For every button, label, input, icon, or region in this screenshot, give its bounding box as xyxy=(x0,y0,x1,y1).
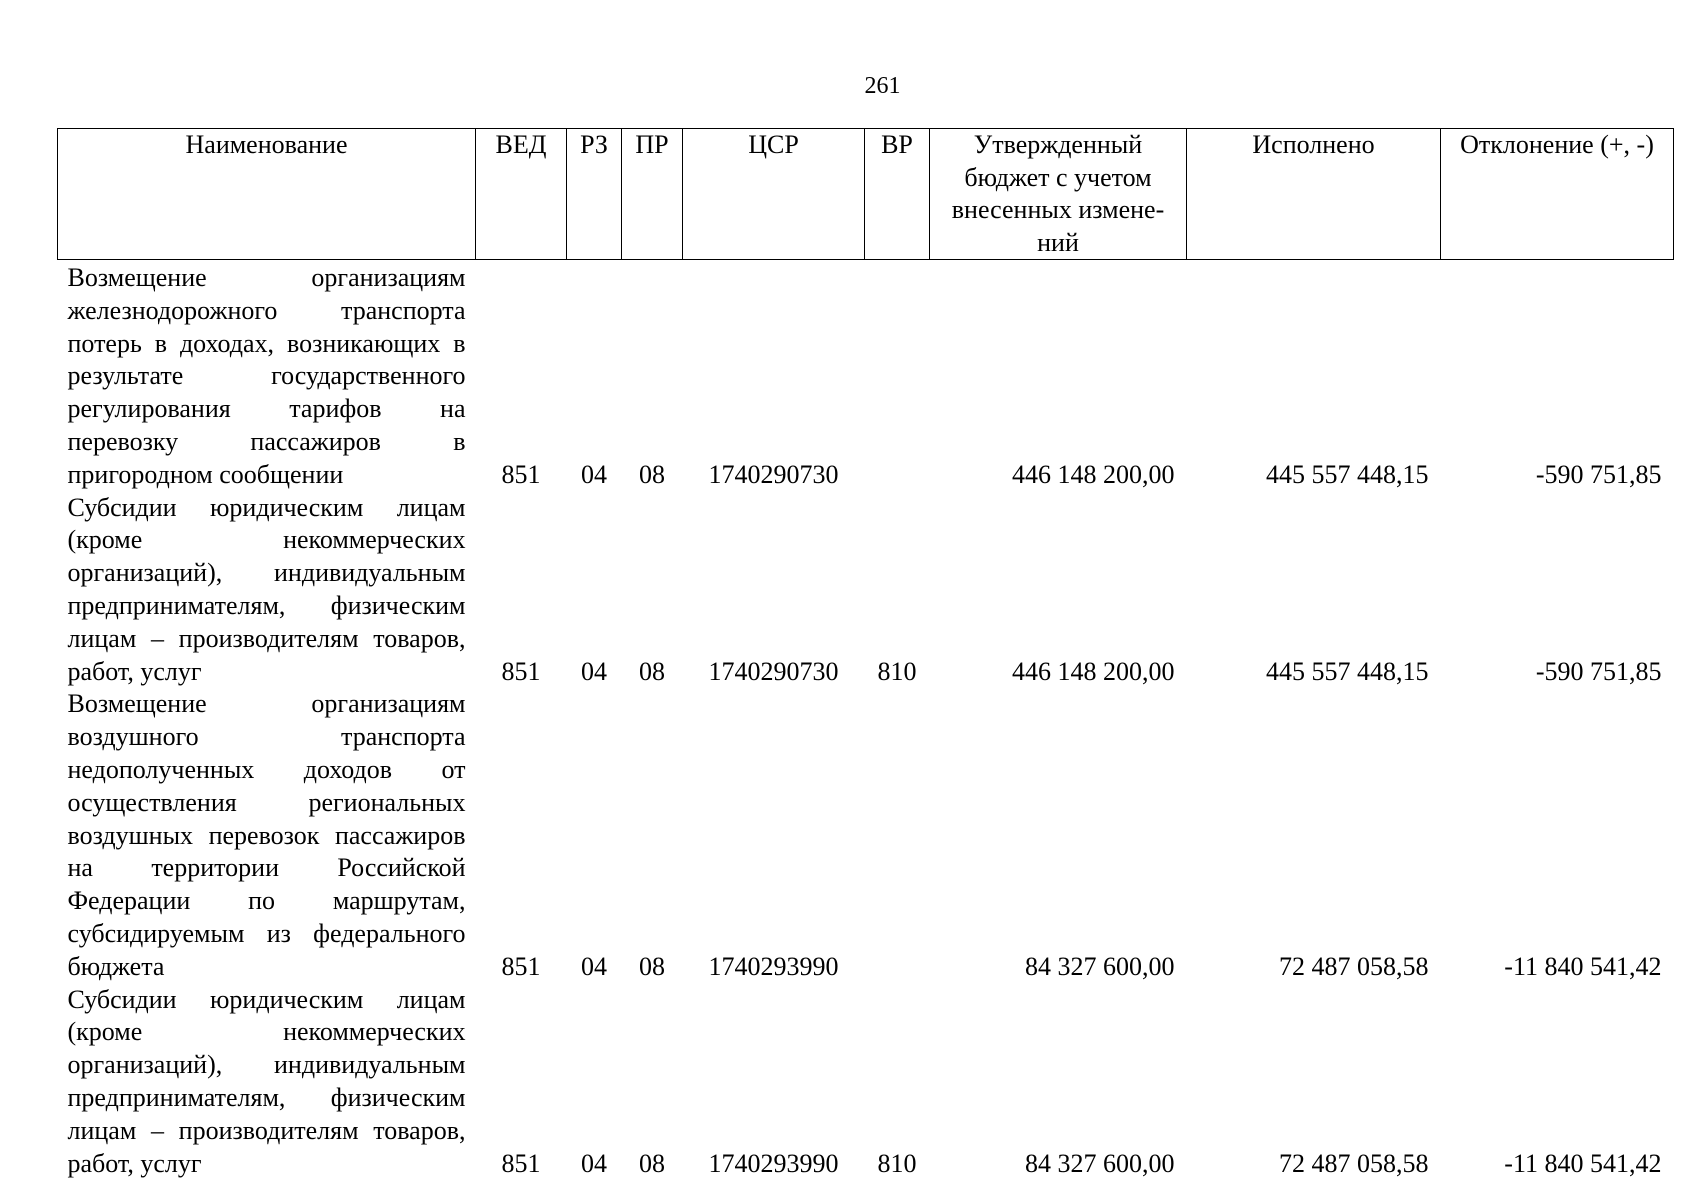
row-vr xyxy=(865,260,930,492)
row-csr: 1740293990 xyxy=(708,951,839,981)
row-rz: 04 xyxy=(581,951,607,981)
row-vr: 810 xyxy=(877,656,917,686)
header-name: Наименование xyxy=(58,129,476,260)
header-rz: РЗ xyxy=(567,129,622,260)
row-ved: 851 xyxy=(501,656,541,686)
header-pr: ПР xyxy=(622,129,683,260)
row-deviation: -11 840 541,42 xyxy=(1504,951,1662,981)
table-row xyxy=(58,688,1674,983)
row-csr: 1740290730 xyxy=(708,459,839,489)
row-csr: 1740290730 xyxy=(708,656,839,686)
row-approved: 84 327 600,00 xyxy=(1025,1148,1175,1178)
row-executed: 72 487 058,58 xyxy=(1279,951,1429,981)
header-csr: ЦСР xyxy=(683,129,865,260)
row-deviation: -590 751,85 xyxy=(1535,459,1662,489)
row-ved: 851 xyxy=(501,951,541,981)
table-row xyxy=(58,492,1674,689)
row-approved: 84 327 600,00 xyxy=(1025,951,1175,981)
header-ved: ВЕД xyxy=(476,129,567,260)
row-ved: 851 xyxy=(501,1148,541,1178)
header-executed: Исполнено xyxy=(1187,129,1441,260)
row-name: Возмещение организациям железнодорожного транспорта потерь в доходах, возникающих в результате государственного регулирования тарифов на перевозку пассажиров в пригородном сообщении xyxy=(67,263,466,489)
table-row xyxy=(58,984,1674,1181)
row-executed: 445 557 448,15 xyxy=(1266,656,1429,686)
row-pr: 08 xyxy=(639,459,665,489)
table-row xyxy=(58,260,1674,492)
header-deviation: Отклонение (+, -) xyxy=(1441,129,1674,260)
row-name: Субсидии юридическим лицам (кроме некоммерческих организаций), индивидуальным предпринимателям, физическим лицам – производителям товаров, работ, услуг xyxy=(67,492,466,686)
row-rz: 04 xyxy=(581,656,607,686)
header-vr: ВР xyxy=(865,129,930,260)
row-ved: 851 xyxy=(501,459,541,489)
row-deviation: -590 751,85 xyxy=(1535,656,1662,686)
row-vr xyxy=(865,688,930,983)
page-number: 261 xyxy=(864,73,901,99)
row-csr: 1740293990 xyxy=(708,1148,839,1178)
row-executed: 445 557 448,15 xyxy=(1266,459,1429,489)
row-name: Субсидии юридическим лицам (кроме некоммерческих организаций), индивидуальным предпринимателям, физическим лицам – производителям товаров, работ, услуг xyxy=(67,984,466,1178)
row-approved: 446 148 200,00 xyxy=(1012,656,1175,686)
row-name: Возмещение организациям воздушного транспорта недополученных доходов от осуществления региональных воздушных перевозок пассажиров на территории Российской Федерации по маршрутам, субсидируемым из федерального бюджета xyxy=(67,689,466,981)
row-deviation: -11 840 541,42 xyxy=(1504,1148,1662,1178)
row-approved: 446 148 200,00 xyxy=(1012,459,1175,489)
row-pr: 08 xyxy=(639,951,665,981)
row-executed: 72 487 058,58 xyxy=(1279,1148,1429,1178)
table-header xyxy=(58,129,1674,260)
row-pr: 08 xyxy=(639,1148,665,1178)
row-rz: 04 xyxy=(581,1148,607,1178)
budget-table xyxy=(57,128,1674,1180)
header-approved: Утвержденный бюджет с учетом внесенных измене-ний xyxy=(930,129,1187,260)
row-vr: 810 xyxy=(877,1148,917,1178)
row-rz: 04 xyxy=(581,459,607,489)
row-pr: 08 xyxy=(639,656,665,686)
